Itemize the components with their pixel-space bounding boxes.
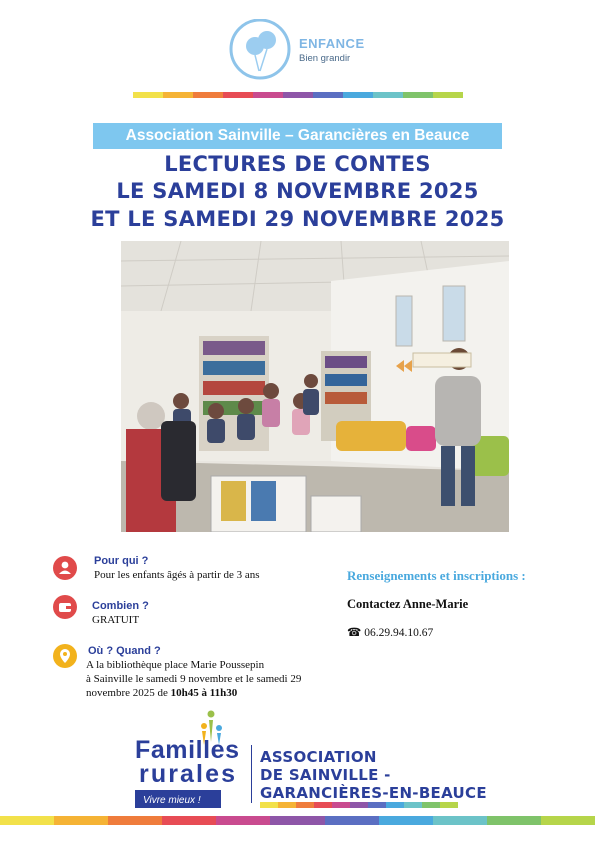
stripe-segment (440, 802, 458, 808)
who-label: Pour qui ? (94, 555, 149, 567)
phone-row (347, 625, 433, 639)
stripe-segment (314, 802, 332, 808)
stripe-segment (325, 816, 379, 825)
phone-number[interactable]: 06.29.94.10.67 (364, 627, 434, 639)
stripe-segment (541, 816, 595, 825)
stripe-segment (253, 92, 283, 98)
enfance-tagline: Bien grandir (299, 53, 351, 64)
stripe-segment (386, 802, 404, 808)
title-line-2: LE SAMEDI 8 NOVEMBRE 2025 (116, 179, 479, 203)
cost-label: Combien ? (92, 600, 149, 612)
stripe-segment (487, 816, 541, 825)
stripe-segment (403, 92, 433, 98)
stripe-segment (379, 816, 433, 825)
phone-icon: ☎ (347, 627, 362, 639)
familles-rurales-logo (133, 708, 243, 810)
top-color-stripe (133, 92, 463, 98)
contact-heading: Renseignements et inscriptions : (347, 568, 526, 583)
footer-assoc-line-1: ASSOCIATION (260, 748, 377, 766)
title-line-1: LECTURES DE CONTES (164, 152, 431, 176)
stripe-segment (216, 816, 270, 825)
stripe-segment (343, 92, 373, 98)
stripe-segment (404, 802, 422, 808)
balloons-icon (229, 19, 299, 81)
stripe-segment (332, 802, 350, 808)
stripe-segment (422, 802, 440, 808)
title-line-3: ET LE SAMEDI 29 NOVEMBRE 2025 (90, 207, 505, 231)
stripe-segment (54, 816, 108, 825)
location-pin-icon (53, 644, 77, 668)
footer-assoc-line-3: GARANCIÈRES-EN-BEAUCE (260, 784, 487, 802)
cost-text: GRATUIT (92, 614, 140, 626)
stripe-segment (433, 92, 463, 98)
wallet-icon (53, 595, 77, 619)
logo-word-familles: Familles (135, 736, 239, 764)
bottom-color-stripe (0, 816, 595, 825)
stripe-segment (162, 816, 216, 825)
storytelling-photo (121, 241, 509, 532)
who-text: Pour les enfants âgés à partir de 3 ans (94, 569, 260, 581)
where-line-3 (86, 687, 237, 699)
stripe-segment (0, 816, 54, 825)
stripe-segment (163, 92, 193, 98)
stripe-segment (193, 92, 223, 98)
logo-slogan: Vivre mieux ! (143, 795, 201, 806)
where-time: 10h45 à 11h30 (170, 687, 238, 699)
logo-word-rurales: rurales (139, 760, 235, 788)
stripe-segment (368, 802, 386, 808)
stripe-segment (313, 92, 343, 98)
footer-divider (251, 745, 252, 803)
where-line-1: A la bibliothèque place Marie Poussepin (86, 659, 265, 671)
stripe-segment (260, 802, 278, 808)
association-banner: Association Sainville – Garancières en Beauce (93, 123, 502, 149)
footer-assoc-line-2: DE SAINVILLE - (260, 766, 391, 784)
stripe-segment (350, 802, 368, 808)
person-icon (53, 556, 77, 580)
stripe-segment (133, 92, 163, 98)
where-label: Où ? Quand ? (88, 645, 161, 657)
stripe-segment (433, 816, 487, 825)
footer-color-stripe (260, 802, 458, 808)
stripe-segment (283, 92, 313, 98)
where-line-2: à Sainville le samedi 9 novembre et le samedi 29 (86, 673, 302, 685)
stripe-segment (296, 802, 314, 808)
enfance-brand: ENFANCE (299, 36, 365, 51)
stripe-segment (223, 92, 253, 98)
where-line-3-text: novembre 2025 de (86, 687, 171, 699)
stripe-segment (278, 802, 296, 808)
stripe-segment (108, 816, 162, 825)
stripe-segment (373, 92, 403, 98)
stripe-segment (270, 816, 324, 825)
contact-name: Contactez Anne-Marie (347, 597, 469, 611)
